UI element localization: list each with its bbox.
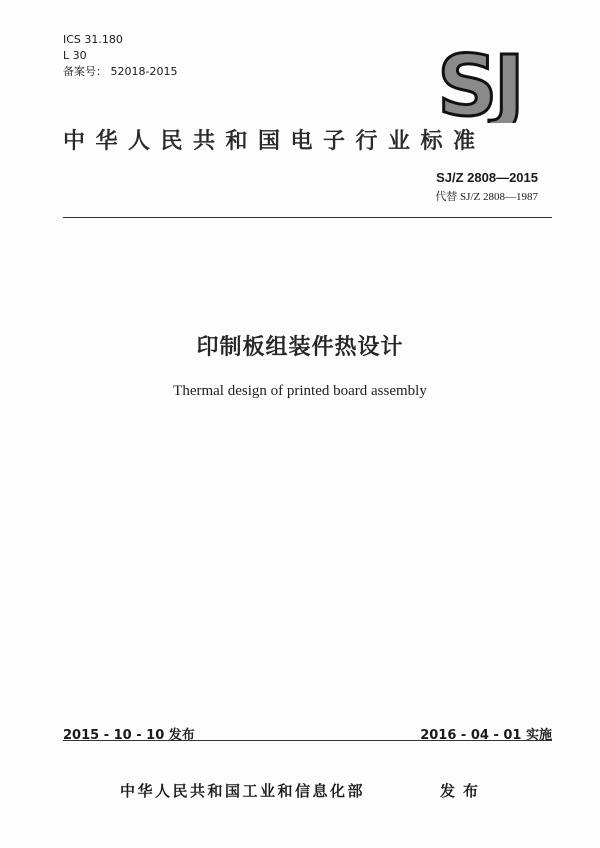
organization-title: 中华人民共和国电子行业标准	[63, 129, 486, 154]
document-title-chinese: 印制板组装件热设计	[196, 335, 404, 360]
publisher-name: 中华人民共和国工业和信息化部	[120, 782, 366, 800]
replaces-standard: 代替 SJ/Z 2808—1987	[435, 191, 538, 203]
publish-label: 发布	[440, 782, 487, 800]
standard-number: SJ/Z 2808—2015	[436, 170, 538, 185]
sj-logo	[428, 45, 530, 123]
issue-date: 2015 - 10 - 10 发布	[63, 728, 195, 743]
footer-divider	[63, 740, 552, 741]
filing-number: 备案号： 52018-2015	[63, 65, 178, 78]
implementation-date: 2016 - 04 - 01 实施	[420, 728, 552, 743]
ics-code: ICS 31.180	[63, 33, 123, 46]
classification-block	[63, 32, 177, 80]
category-code: L 30	[63, 49, 87, 62]
sj-logo-text: SJ	[437, 45, 521, 123]
sj-logo-mark	[428, 45, 530, 123]
document-title-english: Thermal design of printed board assembly	[173, 383, 427, 399]
header-divider	[63, 217, 552, 218]
